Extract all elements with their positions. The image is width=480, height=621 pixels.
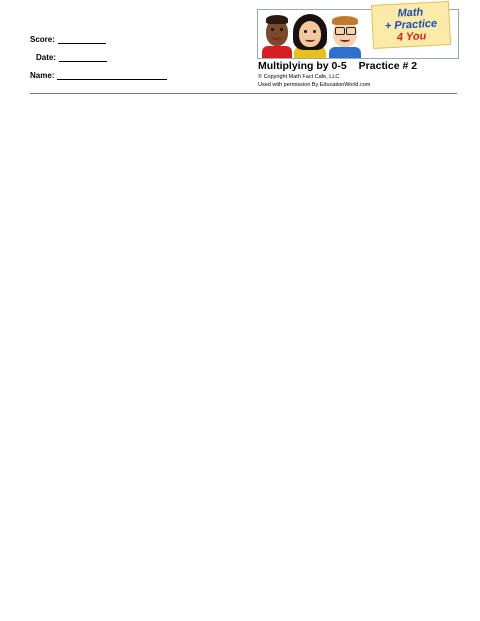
kid-eye <box>280 28 283 31</box>
date-line[interactable] <box>59 52 107 62</box>
kid-shirt-blue <box>329 47 361 58</box>
title-text: Multiplying by 0-5 <box>258 60 347 72</box>
worksheet-title <box>258 60 417 72</box>
score-field <box>30 34 106 44</box>
kid-mouth <box>305 37 315 42</box>
logo-sticky-note <box>371 1 451 49</box>
kid-face-2 <box>299 21 321 47</box>
kid-hair-1 <box>266 15 288 24</box>
kid-shirt-red <box>262 46 292 58</box>
logo-line-2: + Practice <box>384 17 438 33</box>
name-label: Name: <box>30 71 55 80</box>
date-field <box>36 52 107 62</box>
copyright-text: © Copyright Math Fact Cafe, LLC <box>258 74 340 80</box>
permission-text: Used with permission By EducationWorld.com <box>258 82 371 88</box>
kid-eye <box>313 30 316 33</box>
kid-mouth <box>340 37 350 42</box>
kid-mouth <box>271 35 282 40</box>
kid-eye <box>304 30 307 33</box>
date-label: Date: <box>36 53 57 62</box>
glasses-icon <box>346 27 356 35</box>
logo-line-1: Math <box>397 6 424 20</box>
score-line[interactable] <box>58 34 106 44</box>
score-label: Score: <box>30 35 55 44</box>
logo-line-3: 4 You <box>396 30 427 44</box>
name-field <box>30 70 167 80</box>
kid-hair-3 <box>332 16 358 25</box>
header-divider <box>30 93 457 94</box>
practice-number: Practice # 2 <box>358 60 418 72</box>
kid-eye <box>271 28 274 31</box>
name-line[interactable] <box>57 70 167 80</box>
glasses-icon <box>335 27 345 35</box>
